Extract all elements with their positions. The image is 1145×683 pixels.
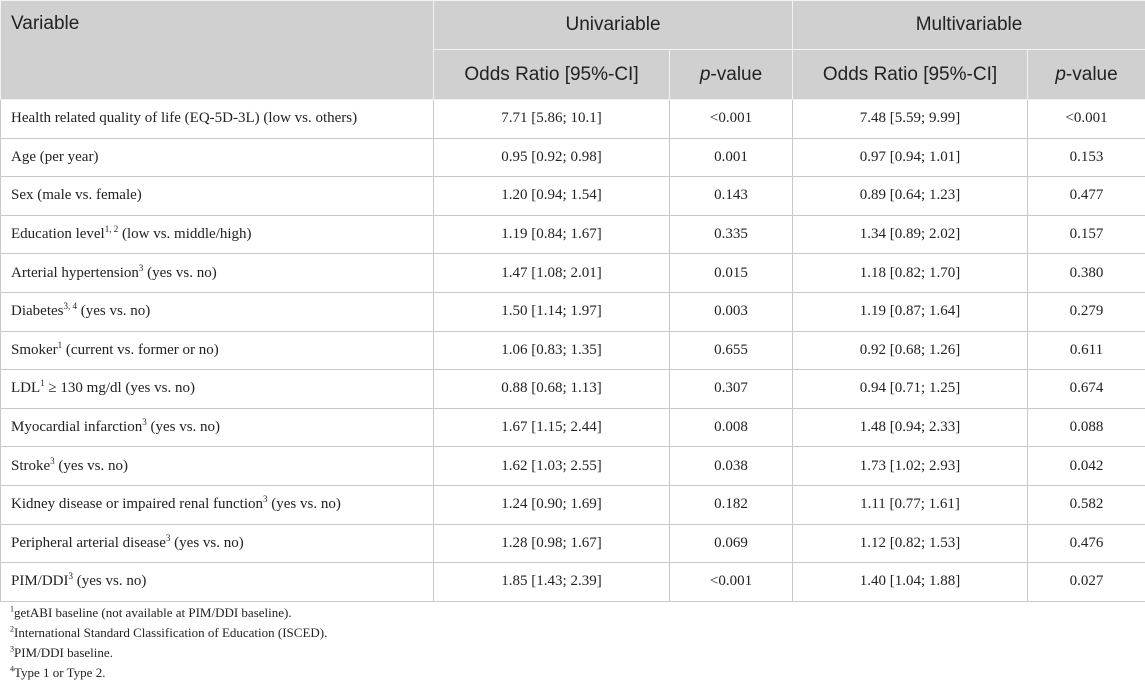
cell-uni-odds-ratio: 0.95 [0.92; 0.98] [434, 138, 670, 177]
cell-uni-odds-ratio: 1.19 [0.84; 1.67] [434, 215, 670, 254]
cell-uni-p-value: <0.001 [670, 563, 793, 602]
row-variable-label: Diabetes$^{3, 4}$ (yes vs. no) [1, 292, 434, 331]
cell-multi-p-value: 0.674 [1028, 370, 1145, 409]
row-variable-label: Sex (male vs. female) [1, 177, 434, 216]
table-row [1, 138, 1145, 177]
cell-multi-p-value: 0.088 [1028, 408, 1145, 447]
row-variable-label: Kidney disease or impaired renal function$^3$ (yes vs. no) [1, 485, 434, 524]
header-multi-odds-ratio: Odds Ratio [95%-CI] [793, 50, 1028, 100]
row-variable-label: Myocardial infarction$^3$ (yes vs. no) [1, 408, 434, 447]
header-multi-p-value: p-value [1028, 50, 1145, 100]
cell-multi-odds-ratio: 1.48 [0.94; 2.33] [793, 408, 1028, 447]
footnote: $^1$getABI baseline (not available at PIM/DDI baseline). [10, 604, 292, 620]
table-row [1, 563, 1145, 602]
footnote: $^4$Type 1 or Type 2. [10, 664, 106, 680]
cell-multi-odds-ratio: 1.11 [0.77; 1.61] [793, 485, 1028, 524]
cell-uni-p-value: 0.143 [670, 177, 793, 216]
cell-multi-odds-ratio: 1.12 [0.82; 1.53] [793, 524, 1028, 563]
table-row [1, 100, 1145, 139]
table-header [1, 1, 1145, 100]
cell-multi-odds-ratio: 0.92 [0.68; 1.26] [793, 331, 1028, 370]
row-variable-label: $LDL^1 \ge 130$ mg/dl (yes vs. no) [1, 370, 434, 409]
cell-uni-p-value: 0.655 [670, 331, 793, 370]
cell-multi-p-value: 0.611 [1028, 331, 1145, 370]
cell-uni-odds-ratio: 1.50 [1.14; 1.97] [434, 292, 670, 331]
cell-multi-p-value: 0.477 [1028, 177, 1145, 216]
cell-multi-odds-ratio: 0.89 [0.64; 1.23] [793, 177, 1028, 216]
cell-uni-odds-ratio: 1.62 [1.03; 2.55] [434, 447, 670, 486]
table-row [1, 254, 1145, 293]
cell-uni-odds-ratio: 0.88 [0.68; 1.13] [434, 370, 670, 409]
header-univariable: Univariable [434, 1, 793, 50]
cell-multi-p-value: 0.380 [1028, 254, 1145, 293]
header-uni-p-value: p-value [670, 50, 793, 100]
row-variable-label: Age (per year) [1, 138, 434, 177]
table-row [1, 177, 1145, 216]
cell-uni-p-value: 0.307 [670, 370, 793, 409]
row-variable-label: Peripheral arterial disease$^3$ (yes vs. no) [1, 524, 434, 563]
header-uni-odds-ratio: Odds Ratio [95%-CI] [434, 50, 670, 100]
cell-multi-p-value: <0.001 [1028, 100, 1145, 139]
header-variable: Variable [1, 1, 434, 100]
cell-multi-odds-ratio: 7.48 [5.59; 9.99] [793, 100, 1028, 139]
cell-uni-p-value: 0.008 [670, 408, 793, 447]
table-row [1, 485, 1145, 524]
cell-uni-odds-ratio: 1.24 [0.90; 1.69] [434, 485, 670, 524]
cell-uni-odds-ratio: 1.06 [0.83; 1.35] [434, 331, 670, 370]
cell-multi-odds-ratio: 1.40 [1.04; 1.88] [793, 563, 1028, 602]
row-variable-label: Health related quality of life (EQ-5D-3L) (low vs. others) [1, 100, 434, 139]
header-multivariable: Multivariable [793, 1, 1145, 50]
table-body [1, 100, 1145, 602]
row-variable-label: Stroke$^3$ (yes vs. no) [1, 447, 434, 486]
footnotes [10, 603, 327, 683]
cell-multi-odds-ratio: 0.94 [0.71; 1.25] [793, 370, 1028, 409]
cell-multi-p-value: 0.476 [1028, 524, 1145, 563]
cell-uni-p-value: 0.003 [670, 292, 793, 331]
cell-uni-odds-ratio: 1.28 [0.98; 1.67] [434, 524, 670, 563]
footnote: $^3$PIM/DDI baseline. [10, 644, 113, 660]
table-row [1, 292, 1145, 331]
table-row [1, 447, 1145, 486]
cell-multi-odds-ratio: 1.19 [0.87; 1.64] [793, 292, 1028, 331]
cell-multi-p-value: 0.153 [1028, 138, 1145, 177]
table-row [1, 524, 1145, 563]
row-variable-label: Education level$^{1, 2}$ (low vs. middle/high) [1, 215, 434, 254]
cell-uni-odds-ratio: 1.85 [1.43; 2.39] [434, 563, 670, 602]
cell-multi-p-value: 0.042 [1028, 447, 1145, 486]
cell-uni-p-value: 0.335 [670, 215, 793, 254]
cell-uni-odds-ratio: 1.20 [0.94; 1.54] [434, 177, 670, 216]
cell-multi-odds-ratio: 0.97 [0.94; 1.01] [793, 138, 1028, 177]
row-variable-label: PIM/DDI$^3$ (yes vs. no) [1, 563, 434, 602]
cell-uni-p-value: <0.001 [670, 100, 793, 139]
cell-uni-p-value: 0.001 [670, 138, 793, 177]
table-row [1, 370, 1145, 409]
cell-multi-p-value: 0.027 [1028, 563, 1145, 602]
table-row [1, 408, 1145, 447]
cell-uni-odds-ratio: 1.67 [1.15; 2.44] [434, 408, 670, 447]
cell-multi-p-value: 0.582 [1028, 485, 1145, 524]
cell-uni-p-value: 0.182 [670, 485, 793, 524]
row-variable-label: Smoker$^1$ (current vs. former or no) [1, 331, 434, 370]
table-row [1, 215, 1145, 254]
cell-uni-odds-ratio: 1.47 [1.08; 2.01] [434, 254, 670, 293]
cell-uni-p-value: 0.069 [670, 524, 793, 563]
cell-uni-p-value: 0.015 [670, 254, 793, 293]
table-row [1, 331, 1145, 370]
cell-multi-odds-ratio: 1.34 [0.89; 2.02] [793, 215, 1028, 254]
cell-uni-odds-ratio: 7.71 [5.86; 10.1] [434, 100, 670, 139]
cell-multi-odds-ratio: 1.73 [1.02; 2.93] [793, 447, 1028, 486]
footnote: $^2$International Standard Classification of Education (ISCED). [10, 624, 328, 640]
cell-multi-p-value: 0.279 [1028, 292, 1145, 331]
cell-multi-p-value: 0.157 [1028, 215, 1145, 254]
cell-multi-odds-ratio: 1.18 [0.82; 1.70] [793, 254, 1028, 293]
row-variable-label: Arterial hypertension$^3$ (yes vs. no) [1, 254, 434, 293]
cell-uni-p-value: 0.038 [670, 447, 793, 486]
